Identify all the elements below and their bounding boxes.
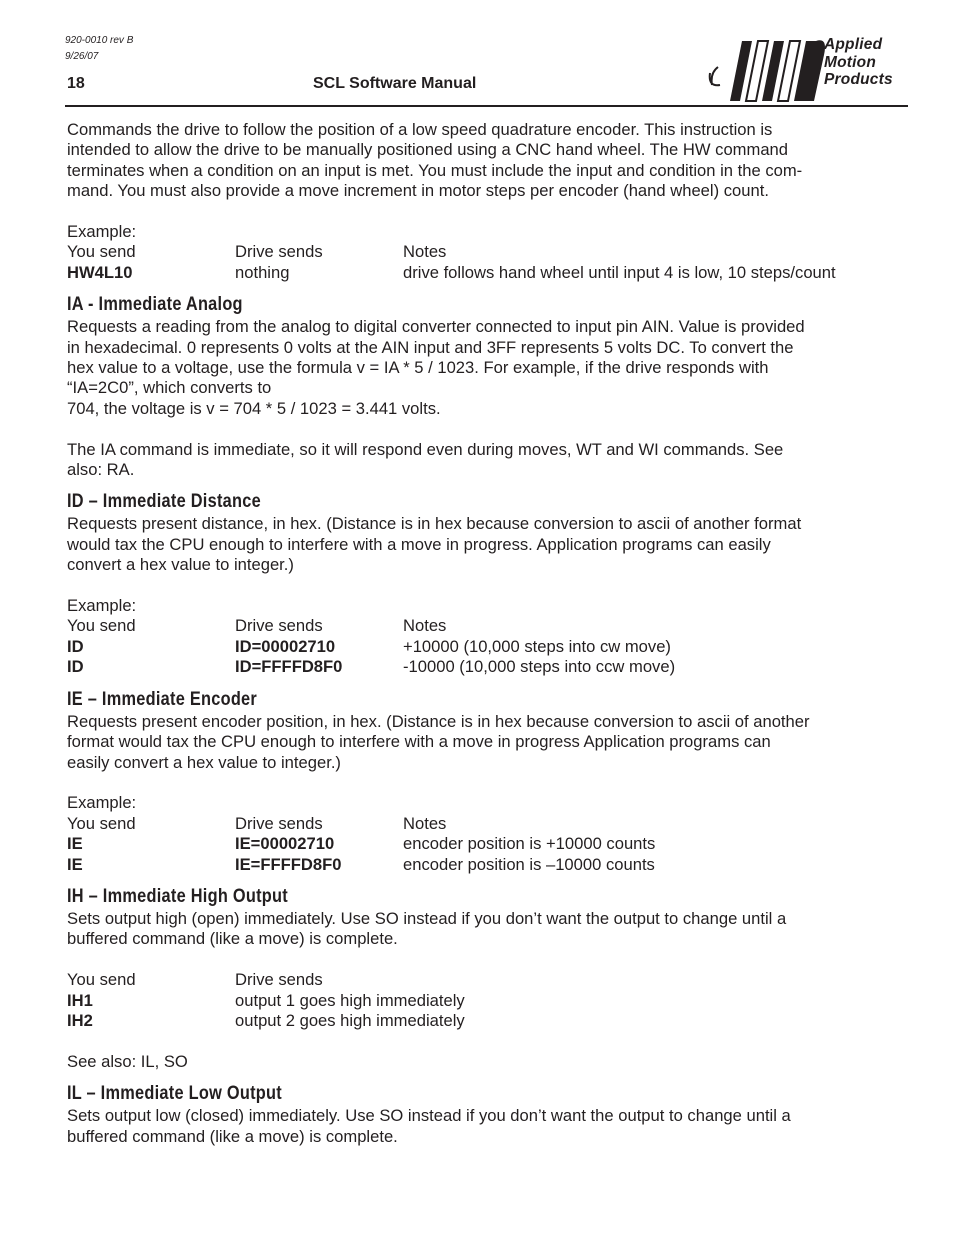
id-heading: ID – Immediate Distance [67,491,261,513]
il-heading: IL – Immediate Low Output [67,1083,282,1105]
table-row: IE IE=FFFFD8F0 encoder position is –10000 counts [67,854,655,874]
ie-table-header: You send Drive sends Notes [67,813,447,833]
ih-table-header: You send Drive sends [67,970,323,990]
ia-note: The IA command is immediate, so it will respond even during moves, WT and WI commands. See also: RA. [67,439,784,480]
logo-text: Applied Motion Products [824,36,893,88]
document-title: SCL Software Manual [313,75,477,92]
hw-example-label: Example: [67,222,137,242]
ih-description: Sets output high (open) immediately. Use SO instead if you don’t want the output to change until a buffered command (like a move) is complete. [67,908,787,949]
hw-table-header: You send Drive sends Notes [67,242,447,262]
page-body [67,120,912,1147]
ih-heading: IH – Immediate High Output [67,885,288,907]
id-description: Requests present distance, in hex. (Distance is in hex because conversion to ascii of another format would tax the CPU enough to interfere with a move in progress. Application programs can easily convert a hex value to integer.) [67,514,802,575]
id-table-header: You send Drive sends Notes [67,616,447,636]
ie-heading: IE – Immediate Encoder [67,688,258,710]
ih-see-also: See also: IL, SO [67,1051,188,1071]
table-row: HW4L10 nothing drive follows hand wheel until input 4 is low, 10 steps/count [67,262,836,282]
ia-description: Requests a reading from the analog to digital converter connected to input pin AIN. Value is provided in hexadecimal. 0 represents 0 volts at the AIN input and 3FF represents 5 volts DC. To convert the hex value to a voltage, use the formula v = IA * 5 / 1023. For example, if the drive responds with “IA=2C0”, which converts to 704, the voltage is v = 704 * 5 / 1023 = 3.441 volts. [67,317,805,418]
header-rule [65,105,908,107]
il-description: Sets output low (closed) immediately. Use SO instead if you don’t want the output to change until a buffered command (like a move) is complete. [67,1106,791,1146]
ie-description: Requests present encoder position, in hex. (Distance is in hex because conversion to ascii of another format would tax the CPU enough to interfere with a move in progress Application programs can easily convert a hex value to integer.) [67,711,810,772]
ie-example-label: Example: [67,793,137,813]
hw-description: Commands the drive to follow the position of a low speed quadrature encoder. This instruction is intended to allow the drive to be manually positioned using a CNC hand wheel. The HW command terminates when a condition on an input is met. You must include the input and condition in the com- mand. You must also provide a move increment in motor steps per encoder (hand wheel) count. [67,120,803,201]
table-row: IH1 output 1 goes high immediately [67,990,465,1010]
logo-mark-outline [710,67,720,85]
id-example-label: Example: [67,596,137,616]
page-number: 18 [67,75,85,92]
table-row: ID ID=00002710 +10000 (10,000 steps into cw move) [67,636,671,656]
revision-date: 9/26/07 [65,51,99,62]
table-row: ID ID=FFFFD8F0 -10000 (10,000 steps into ccw move) [67,657,676,677]
table-row: IH2 output 2 goes high immediately [67,1010,465,1030]
ia-heading: IA - Immediate Analog [67,294,243,316]
revision-label: 920-0010 rev B [65,35,134,46]
table-row: IE IE=00002710 encoder position is +10000 counts [67,834,656,854]
